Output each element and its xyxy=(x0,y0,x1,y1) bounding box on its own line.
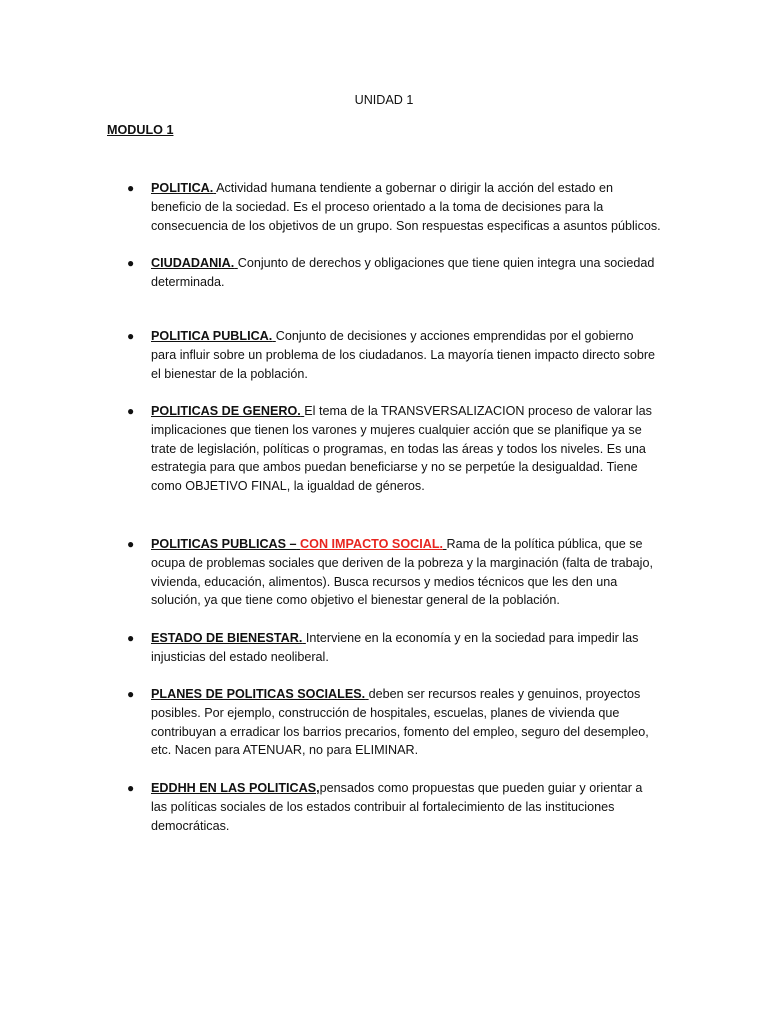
item-highlight: CON IMPACTO SOCIAL. xyxy=(300,537,444,551)
bullet-icon: ● xyxy=(127,256,135,270)
bullet-icon: ● xyxy=(127,181,135,195)
bullet-icon: ● xyxy=(127,687,135,701)
bullet-icon: ● xyxy=(127,329,135,343)
item-term: POLITICAS PUBLICAS – xyxy=(151,537,297,551)
list-item-ciudadania xyxy=(127,254,661,292)
list-item-politicas-publicas-impacto-social xyxy=(127,535,661,610)
document-title: UNIDAD 1 xyxy=(354,93,414,107)
bullet-icon: ● xyxy=(127,781,135,795)
bullet-icon: ● xyxy=(127,537,135,551)
item-term: POLITICA PUBLICA. xyxy=(151,329,273,343)
list-item-estado-de-bienestar xyxy=(127,629,661,667)
item-term: ESTADO DE BIENESTAR. xyxy=(151,631,303,645)
list-item-eddhh-en-las-politicas xyxy=(127,779,661,835)
list-item-politicas-de-genero xyxy=(127,402,661,496)
item-text: El tema de la TRANSVERSALIZACION proceso de valorar las implicaciones que tienen los varones y mujeres cualquier acción que se planifique ya se trate de legislación, políticas o programas, en todas las áreas y todos los niveles. Es una estrategia para que ambos puedan beneficiarse y no se perpetúe la desigualdad. Tiene como OBJETIVO FINAL, la igualdad de géneros. xyxy=(151,404,652,494)
item-term: CIUDADANIA. xyxy=(151,256,235,270)
item-text: Actividad humana tendiente a gobernar o dirigir la acción del estado en beneficio de la sociedad. Es el proceso orientado a la toma de decisiones para la consecuencia de los objetivos de un grupo. Son respuestas especificas a asuntos públicos. xyxy=(151,181,661,233)
item-text: Rama de la política pública, que se ocupa de problemas sociales que deriven de la pobreza y la marginación (falta de trabajo, vivienda, educación, alimentos). Busca recursos y medios técnicos que les den una solución, ya que tiene como objetivo el bienestar general de la población. xyxy=(151,537,653,608)
item-text: deben ser recursos reales y genuinos, proyectos posibles. Por ejemplo, construcción de hospitales, escuelas, planes de vivienda que contribuyan a erradicar los barrios precarios, fomento del empleo, seguro del desempleo, etc. Nacen para ATENUAR, no para ELIMINAR. xyxy=(151,687,649,758)
bullet-icon: ● xyxy=(127,404,135,418)
item-term: POLITICAS DE GENERO. xyxy=(151,404,301,418)
bullet-icon: ● xyxy=(127,631,135,645)
item-text: Conjunto de derechos y obligaciones que tiene quien integra una sociedad determinada. xyxy=(151,256,655,289)
item-term: EDDHH EN LAS POLITICAS, xyxy=(151,781,320,795)
item-text: pensados como propuestas que pueden guiar y orientar a las políticas sociales de los estados contribuir al fortalecimiento de las instituciones democráticas. xyxy=(151,781,643,833)
item-term: POLITICA. xyxy=(151,181,214,195)
item-text: Conjunto de decisiones y acciones emprendidas por el gobierno para influir sobre un problema de los ciudadanos. La mayoría tienen impacto directo sobre el bienestar de la población. xyxy=(151,329,656,381)
item-text: Interviene en la economía y en la sociedad para impedir las injusticias del estado neoliberal. xyxy=(151,631,639,664)
list-item-politica-publica xyxy=(127,327,661,383)
list-item-politica xyxy=(127,179,661,235)
module-title: MODULO 1 xyxy=(107,123,174,137)
list-item-planes-de-politicas-sociales xyxy=(127,685,661,760)
item-term: PLANES DE POLITICAS SOCIALES. xyxy=(151,687,366,701)
